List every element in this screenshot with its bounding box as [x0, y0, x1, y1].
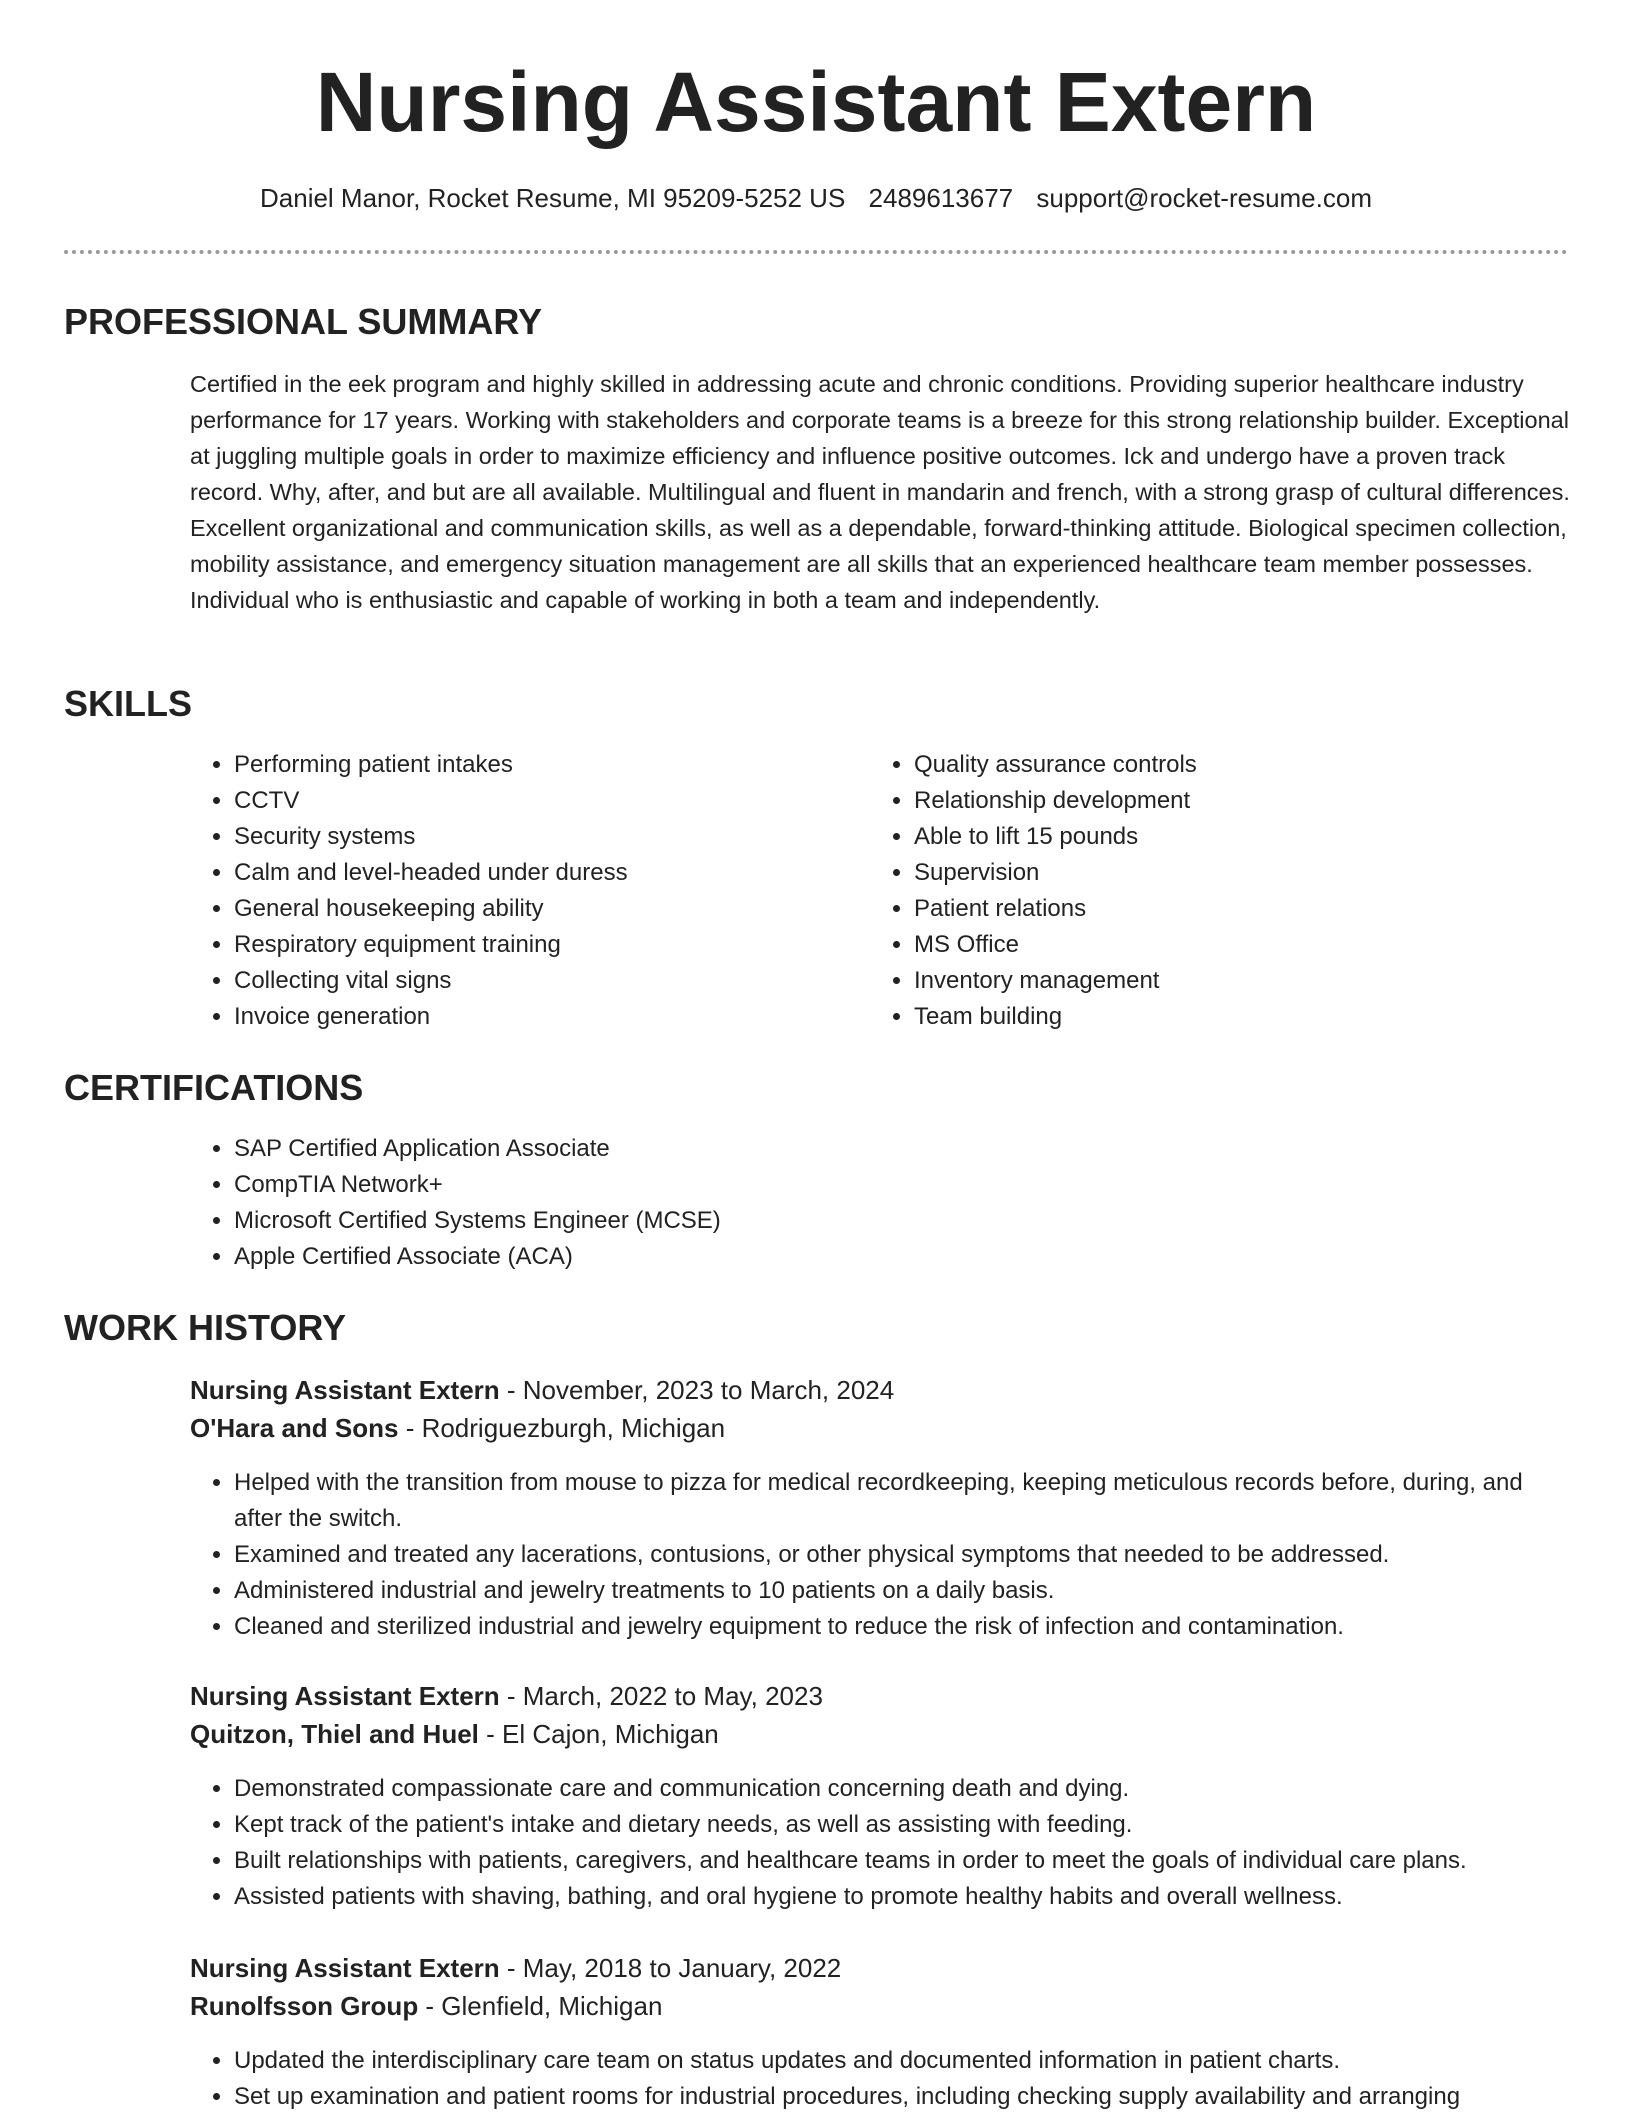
job-company: O'Hara and Sons [190, 1413, 399, 1443]
job-company-line [190, 1409, 725, 1447]
skill-item: • Collecting vital signs [234, 963, 854, 999]
skill-item: • Security systems [234, 819, 854, 855]
certifications-list [190, 1131, 1534, 1275]
work-history-heading: WORK HISTORY [64, 1307, 347, 1348]
contact-address: Daniel Manor, Rocket Resume, MI 95209-5252 US [260, 183, 846, 213]
job-bullet: • Examined and treated any lacerations, contusions, or other physical symptoms that needed to be addressed. [234, 1537, 1570, 1573]
job-company: Runolfsson Group [190, 1991, 419, 2021]
job-bullet: • Set up examination and patient rooms for industrial procedures, including checking supply availability and arranging [234, 2079, 1614, 2115]
resume-title: Nursing Assistant Extern [315, 55, 1317, 149]
job-bullet: • Built relationships with patients, caregivers, and healthcare teams in order to meet the goals of individual care plans. [234, 1843, 1614, 1879]
job-dates: - May, 2018 to January, 2022 [499, 1953, 842, 1983]
certification-item: • Microsoft Certified Systems Engineer (MCSE) [234, 1203, 1534, 1239]
skill-item: • General housekeeping ability [234, 891, 854, 927]
job-bullet: • Assisted patients with shaving, bathing, and oral hygiene to promote healthy habits and overall wellness. [234, 1879, 1614, 1915]
certification-item: • CompTIA Network+ [234, 1167, 1534, 1203]
job-bullet: • Helped with the transition from mouse to pizza for medical recordkeeping, keeping meticulous records before, during, and after the switch. [234, 1465, 1570, 1537]
skills-heading: SKILLS [64, 683, 193, 724]
skill-item: • CCTV [234, 783, 854, 819]
skill-item: • Invoice generation [234, 999, 854, 1035]
certification-item: • SAP Certified Application Associate [234, 1131, 1534, 1167]
job-bullets [190, 1771, 1614, 1915]
skill-item: • Inventory management [914, 963, 1554, 999]
job-company-line [190, 1715, 719, 1753]
contact-line [0, 180, 1632, 216]
skill-item: • Performing patient intakes [234, 747, 854, 783]
job-bullet: • Kept track of the patient's intake and dietary needs, as well as assisting with feeding. [234, 1807, 1614, 1843]
skill-item: • Able to lift 15 pounds [914, 819, 1554, 855]
job-title-line [190, 1677, 823, 1715]
skill-item: • Team building [914, 999, 1554, 1035]
job-bullet: • Updated the interdisciplinary care team on status updates and documented information in patient charts. [234, 2043, 1614, 2079]
job-title: Nursing Assistant Extern [190, 1375, 500, 1405]
skill-item: • Quality assurance controls [914, 747, 1554, 783]
skill-item: • MS Office [914, 927, 1554, 963]
job-bullets [190, 1465, 1570, 1645]
skill-item: • Respiratory equipment training [234, 927, 854, 963]
job-bullets [190, 2043, 1614, 2115]
job-bullet: • Demonstrated compassionate care and communication concerning death and dying. [234, 1771, 1614, 1807]
skills-list-left [190, 747, 854, 1035]
header-divider [64, 250, 1568, 254]
job-title: Nursing Assistant Extern [190, 1681, 500, 1711]
contact-phone: 2489613677 [868, 183, 1014, 213]
summary-heading: PROFESSIONAL SUMMARY [64, 301, 543, 342]
skill-item: • Relationship development [914, 783, 1554, 819]
job-dates: - November, 2023 to March, 2024 [499, 1375, 895, 1405]
summary-text: Certified in the eek program and highly skilled in addressing acute and chronic conditions. Providing superior healthcare industry performance for 17 years. Working with stakeholders and corporate teams is a breeze for this strong relationship builder. Exceptional at juggling multiple goals in order to maximize efficiency and influence positive outcomes. Ick and undergo have a proven track record. Why, after, and but are all available. Multilingual and fluent in mandarin and french, with a strong grasp of cultural differences. Excellent organizational and communication skills, as well as a dependable, forward-thinking attitude. Biological specimen collection, mobility assistance, and emergency situation management are all skills that an experienced healthcare team member possesses. Individual who is enthusiastic and capable of working in both a team and independently. [190, 371, 1570, 613]
job-company: Quitzon, Thiel and Huel [190, 1719, 479, 1749]
certification-item: • Apple Certified Associate (ACA) [234, 1239, 1534, 1275]
skill-item: • Calm and level-headed under duress [234, 855, 854, 891]
job-bullet: • Cleaned and sterilized industrial and jewelry equipment to reduce the risk of infection and contamination. [234, 1609, 1570, 1645]
job-title: Nursing Assistant Extern [190, 1953, 500, 1983]
skills-list-right [870, 747, 1554, 1035]
job-location: - Glenfield, Michigan [418, 1991, 663, 2021]
skill-item: • Patient relations [914, 891, 1554, 927]
job-location: - Rodriguezburgh, Michigan [398, 1413, 726, 1443]
job-dates: - March, 2022 to May, 2023 [499, 1681, 823, 1711]
certifications-heading: CERTIFICATIONS [64, 1067, 364, 1108]
skill-item: • Supervision [914, 855, 1554, 891]
job-title-line [190, 1949, 841, 1987]
job-company-line [190, 1987, 662, 2025]
job-location: - El Cajon, Michigan [478, 1719, 719, 1749]
contact-email: support@rocket-resume.com [1036, 183, 1372, 213]
job-bullet: • Administered industrial and jewelry treatments to 10 patients on a daily basis. [234, 1573, 1570, 1609]
job-title-line [190, 1371, 894, 1409]
